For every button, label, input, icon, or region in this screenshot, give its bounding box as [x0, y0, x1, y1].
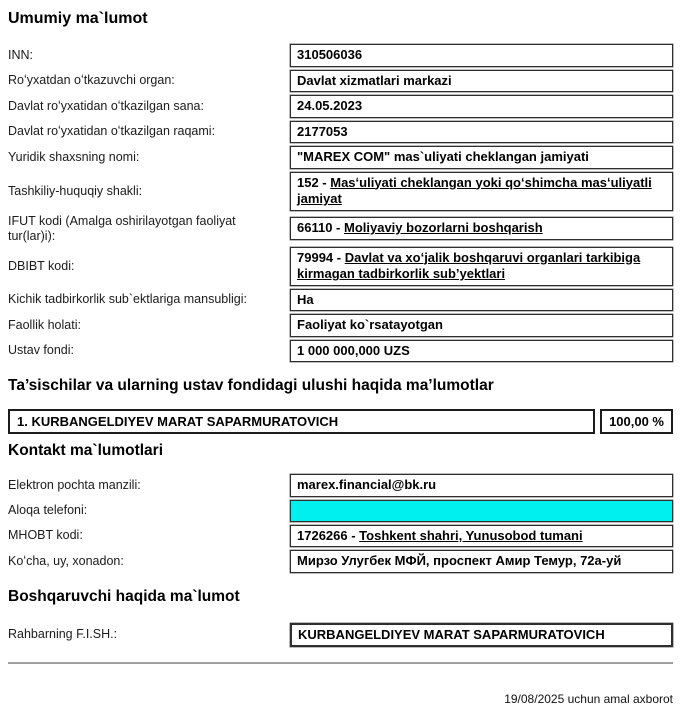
field-label-organ: Roʻyxatdan oʻtkazuvchi organ:: [8, 73, 175, 88]
row-email: [8, 474, 673, 497]
inn-value: 310506036: [290, 44, 673, 67]
field-label-email: Elektron pochta manzili:: [8, 477, 141, 492]
field-label-director: Rahbarning F.I.SH.:: [8, 627, 118, 642]
field-label-mhobt: MHOBT kodi:: [8, 528, 83, 543]
legal-form-link[interactable]: Masʻuliyati cheklangan yoki qoʻshimcha masʻuliyatli jamiyat: [297, 174, 652, 206]
row-address: [8, 550, 673, 573]
director-value: KURBANGELDIYEV MARAT SAPARMURATOVICH: [290, 623, 673, 648]
row-small-business: [8, 289, 673, 312]
row-registering-organ: [8, 70, 673, 93]
founder-name: 1. KURBANGELDIYEV MARAT SAPARMURATOVICH: [8, 409, 595, 434]
mhobt-code: 1726266 -: [297, 527, 360, 543]
row-legal-form: [8, 172, 673, 211]
mhobt-link[interactable]: Toshkent shahri, Yunusobod tumani: [359, 527, 583, 543]
field-label-reg-date: Davlat roʻyxatidan oʻtkazilgan sana:: [8, 98, 204, 113]
row-inn: [8, 44, 673, 67]
row-mhobt-code: [8, 525, 673, 548]
field-label-legal-form: Tashkiliy-huquqiy shakli:: [8, 183, 143, 198]
charter-fund-value: 1 000 000,000 UZS: [290, 340, 673, 363]
founder-share: 100,00 %: [600, 409, 673, 434]
field-label-legal-name: Yuridik shaxsning nomi:: [8, 149, 140, 164]
small-business-value: Ha: [290, 289, 673, 312]
divider: [8, 662, 673, 664]
row-charter-fund: [8, 340, 673, 363]
phone-value: [290, 500, 673, 522]
activity-status-value: Faoliyat ko`rsatayotgan: [290, 314, 673, 337]
field-label-activity-status: Faollik holati:: [8, 317, 81, 332]
dbibt-link[interactable]: Davlat va xoʻjalik boshqaruvi organlari tarkibiga kirmagan tadbirkorlik sub’yektlari: [297, 249, 641, 281]
legal-name-value: "MAREX COM" mas`uliyati cheklangan jamiyati: [290, 146, 673, 169]
field-label-address: Koʻcha, uy, xonadon:: [8, 553, 124, 568]
founders-section-title: Ta’sischilar va ularning ustav fondidagi ulushi haqida ma’lumotlar: [8, 377, 494, 394]
founder-row: [8, 409, 673, 434]
field-label-reg-number: Davlat roʻyxatidan oʻtkazilgan raqami:: [8, 124, 216, 139]
row-registration-number: [8, 121, 673, 144]
field-label-small-business: Kichik tadbirkorlik sub`ektlariga mansubligi:: [8, 292, 247, 307]
address-value: Мирзо Улугбек МФЙ, проспект Амир Темур, 72а-уй: [290, 550, 673, 573]
ifut-code-value: [290, 217, 673, 240]
legal-form-code: 152 -: [297, 174, 331, 190]
registration-date-value: 24.05.2023: [290, 95, 673, 118]
manager-section-title: Boshqaruvchi haqida ma`lumot: [8, 587, 240, 605]
registration-number-value: 2177053: [290, 121, 673, 144]
contact-section-title: Kontakt ma`lumotlari: [8, 442, 164, 459]
field-label-charter-fund: Ustav fondi:: [8, 343, 75, 358]
legal-form-value: [290, 172, 673, 211]
row-phone: [8, 500, 673, 522]
row-ifut-code: [8, 214, 673, 244]
row-registration-date: [8, 95, 673, 118]
footer-note: 19/08/2025 uchun amal axborot: [504, 692, 673, 706]
dbibt-code-value: [290, 247, 673, 286]
row-dbibt-code: [8, 247, 673, 286]
field-label-ifut: IFUT kodi (Amalga oshirilayotgan faoliyat tur(lar)i):: [8, 213, 236, 243]
field-label-dbibt: DBIBT kodi:: [8, 258, 75, 273]
row-director: [8, 623, 673, 648]
field-label-inn: INN:: [8, 47, 33, 62]
mhobt-code-value: [290, 525, 673, 548]
email-value: marex.financial@bk.ru: [290, 474, 673, 497]
registering-organ-value: Davlat xizmatlari markazi: [290, 70, 673, 93]
field-label-phone: Aloqa telefoni:: [8, 503, 88, 517]
dbibt-code: 79994 -: [297, 249, 345, 265]
ifut-link[interactable]: Moliyaviy bozorlarni boshqarish: [344, 220, 543, 236]
row-activity-status: [8, 314, 673, 337]
page-title: Umumiy ma`lumot: [8, 10, 148, 27]
row-legal-name: [8, 146, 673, 169]
ifut-code: 66110 -: [297, 220, 344, 236]
